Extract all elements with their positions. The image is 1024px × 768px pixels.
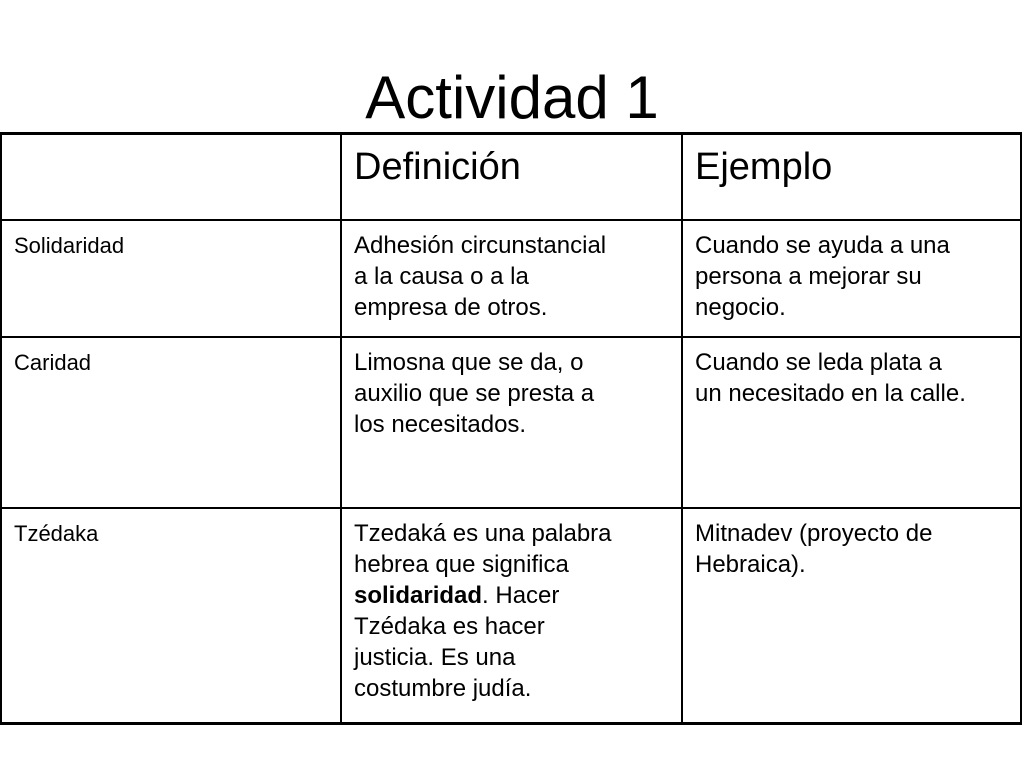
row-label-tzedaka: Tzédaka	[14, 521, 99, 546]
activity-table	[0, 132, 1022, 725]
column-divider	[0, 135, 2, 722]
header-cell-ejemplo: Ejemplo	[695, 146, 833, 188]
definition-tzedaka	[342, 518, 681, 704]
definition-caridad: Limosna que se da, o auxilio que se presta a los necesitados.	[354, 349, 595, 438]
example-caridad: Cuando se leda plata a un necesitado en la calle.	[695, 349, 966, 407]
definition-tzedaka-part2: . Hacer Tzédaka es hacer justicia. Es una costumbre judía.	[354, 582, 560, 702]
definition-solidaridad: Adhesión circunstancial a la causa o a la empresa de otros.	[354, 232, 607, 321]
row-label-solidaridad: Solidaridad	[14, 233, 125, 258]
row-divider	[0, 219, 1022, 221]
header-cell-definicion: Definición	[354, 146, 521, 188]
slide-title: Actividad 1	[365, 64, 659, 131]
definition-tzedaka-bold: solidaridad	[354, 582, 483, 609]
column-divider	[1020, 135, 1022, 722]
row-divider	[0, 507, 1022, 509]
row-label-caridad: Caridad	[14, 350, 92, 375]
definition-tzedaka-part1: Tzedaká es una palabra hebrea que significa	[354, 520, 612, 578]
example-tzedaka: Mitnadev (proyecto de Hebraica).	[695, 520, 933, 578]
row-divider	[0, 336, 1022, 338]
column-divider	[681, 135, 683, 722]
example-solidaridad: Cuando se ayuda a una persona a mejorar su negocio.	[695, 232, 950, 321]
